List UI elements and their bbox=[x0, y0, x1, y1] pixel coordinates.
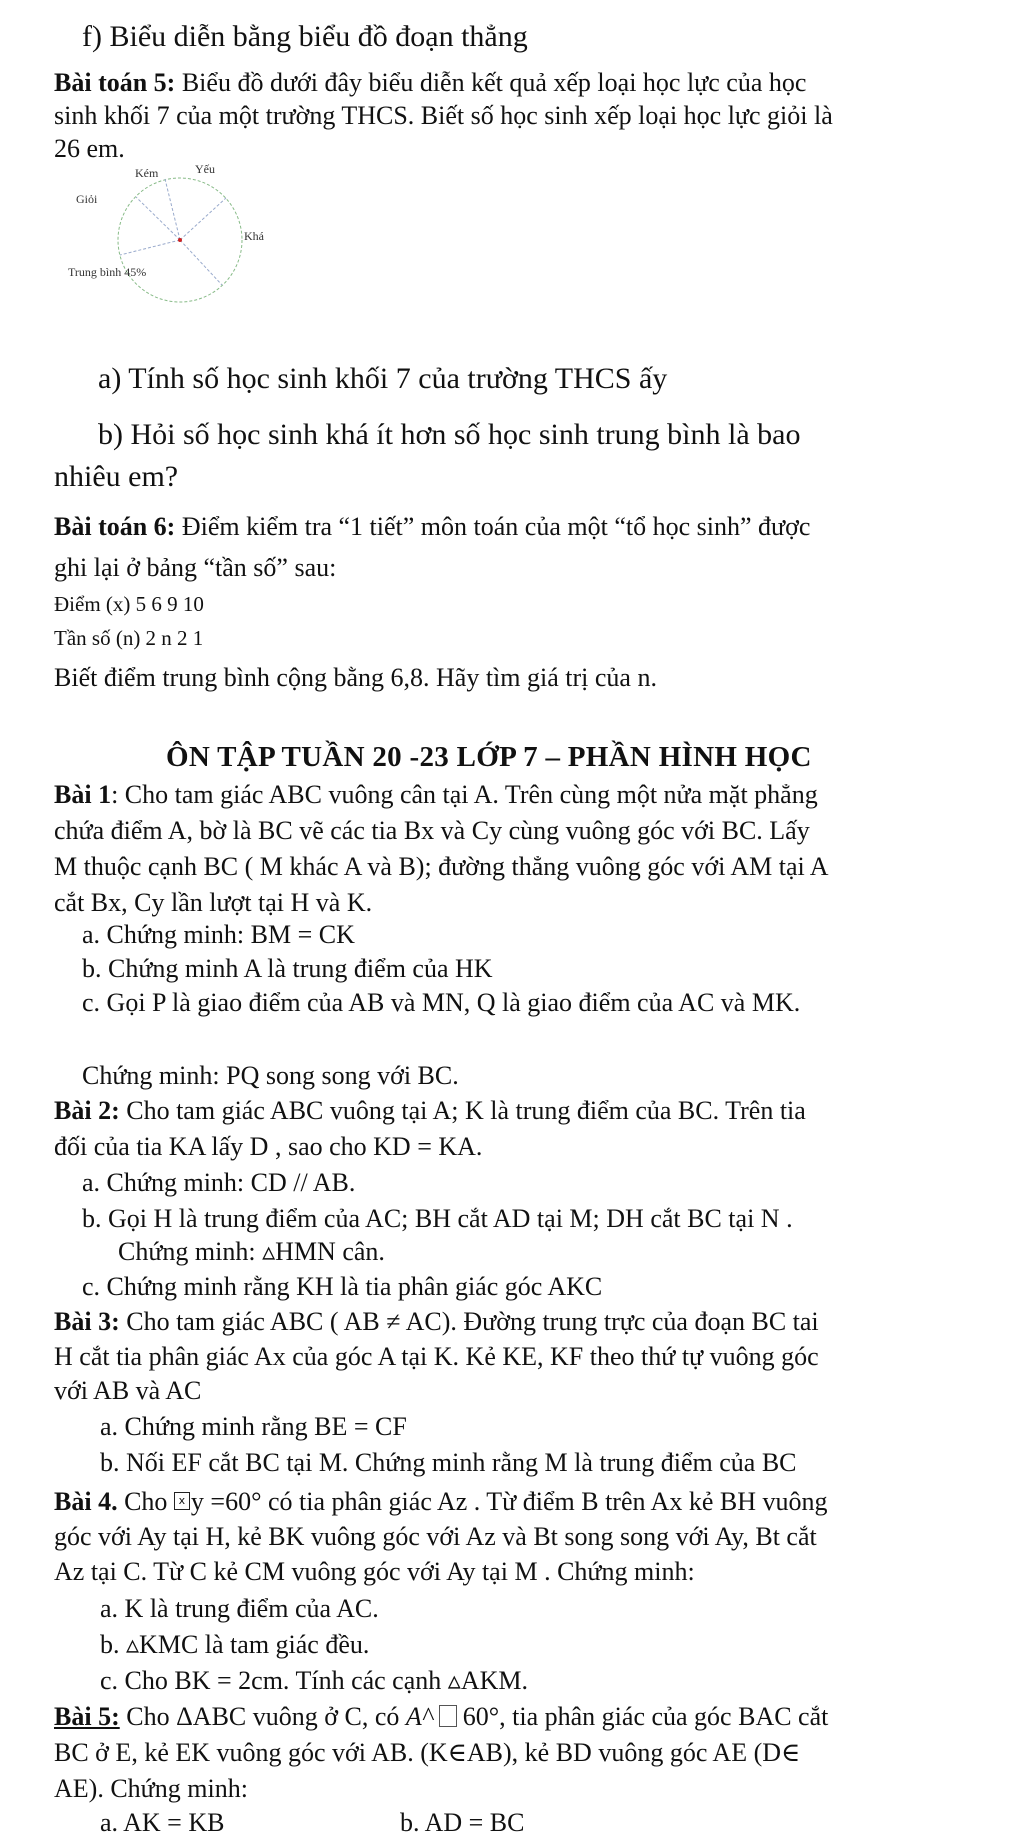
bai2-line2: đối của tia KA lấy D , sao cho KD = KA. bbox=[54, 1132, 483, 1161]
pie-divider-2 bbox=[165, 179, 180, 240]
bt5-line3: 26 em. bbox=[54, 134, 125, 163]
bai2-label: Bài 2: bbox=[54, 1096, 120, 1125]
bai4-line2: góc với Ay tại H, kẻ BK vuông góc với Az và Bt song song với Ay, Bt cắt bbox=[54, 1522, 817, 1551]
bai4-b: b. ▵KMC là tam giác đều. bbox=[100, 1630, 370, 1659]
bai2-c: c. Chứng minh rằng KH là tia phân giác góc AKC bbox=[82, 1272, 603, 1301]
bai4-angle: y =60° có tia phân giác Az . Từ điểm B trên Ax kẻ BH vuông bbox=[190, 1487, 828, 1516]
review-heading: ÔN TẬP TUẦN 20 -23 LỚP 7 – PHẦN HÌNH HỌC bbox=[166, 741, 812, 773]
bt5-text1: Biểu đồ dưới đây biểu diễn kết quả xếp loại học lực của học bbox=[175, 68, 807, 97]
bai2-a: a. Chứng minh: CD // AB. bbox=[82, 1168, 356, 1197]
bai1-c2: Chứng minh: PQ song song với BC. bbox=[82, 1061, 459, 1090]
bai1-line4: cắt Bx, Cy lần lượt tại H và K. bbox=[54, 888, 373, 917]
bai5-b: b. AD = BC bbox=[400, 1808, 525, 1837]
bai4-line1 bbox=[54, 1489, 828, 1515]
pie-chart bbox=[50, 160, 300, 330]
bai4-pre: Cho bbox=[117, 1487, 174, 1516]
bt6-line1 bbox=[54, 514, 810, 540]
pie-divider-3 bbox=[180, 198, 226, 240]
bai3-b: b. Nối EF cắt BC tại M. Chứng minh rằng M là trung điểm của BC bbox=[100, 1448, 797, 1477]
bai4-c: c. Cho BK = 2cm. Tính các cạnh ▵AKM. bbox=[100, 1666, 528, 1695]
bt5-question-a: a) Tính số học sinh khối 7 của trường THCS ấy bbox=[98, 362, 668, 395]
bt5-question-b-line2: nhiêu em? bbox=[54, 460, 179, 493]
pie-divider-4 bbox=[180, 240, 222, 285]
bai1-line2: chứa điểm A, bờ là BC vẽ các tia Bx và Cy cùng vuông góc với BC. Lấy bbox=[54, 816, 810, 845]
bt6-line3: Biết điểm trung bình cộng bằng 6,8. Hãy tìm giá trị của n. bbox=[54, 663, 657, 692]
bai1-line3: M thuộc cạnh BC ( M khác A và B); đường thẳng vuông góc với AM tại A bbox=[54, 852, 829, 881]
bai2-text1: Cho tam giác ABC vuông tại A; K là trung điểm của BC. Trên tia bbox=[119, 1096, 806, 1125]
bai2-line1 bbox=[54, 1098, 806, 1124]
bt6-line2: ghi lại ở bảng “tần số” sau: bbox=[54, 553, 337, 582]
bai3-a: a. Chứng minh rằng BE = CF bbox=[100, 1412, 407, 1441]
pie-label-kha: Khá bbox=[244, 229, 264, 243]
angle-image-icon: x bbox=[174, 1492, 190, 1510]
bai4-a: a. K là trung điểm của AC. bbox=[100, 1594, 379, 1623]
bai3-label: Bài 3: bbox=[54, 1307, 120, 1336]
bai5-line3: AE). Chứng minh: bbox=[54, 1774, 248, 1803]
bt5-line1 bbox=[54, 70, 806, 96]
bt5-question-b-line1: b) Hỏi số học sinh khá ít hơn số học sinh trung bình là bao bbox=[98, 418, 801, 451]
bai4-line3: Az tại C. Từ C kẻ CM vuông góc với Ay tại M . Chứng minh: bbox=[54, 1557, 695, 1586]
bai5-angle-a: A^ bbox=[405, 1702, 433, 1731]
bt6-row-n: Tần số (n) 2 n 2 1 bbox=[54, 626, 204, 650]
bai5-text1a: Cho ΔABC vuông ở C, có bbox=[119, 1702, 406, 1731]
bai1-line1 bbox=[54, 782, 818, 808]
bai2-b: b. Gọi H là trung điểm của AC; BH cắt AD tại M; DH cắt BC tại N . bbox=[82, 1204, 793, 1233]
bai1-a: a. Chứng minh: BM = CK bbox=[82, 920, 355, 949]
bai1-label: Bài 1 bbox=[54, 780, 112, 809]
pie-label-gioi: Giỏi bbox=[76, 192, 98, 206]
pie-divider-1 bbox=[136, 197, 180, 240]
bt5-label: Bài toán 5: bbox=[54, 68, 176, 97]
missing-glyph-icon bbox=[439, 1705, 457, 1727]
bt5-line2: sinh khối 7 của một trường THCS. Biết số học sinh xếp loại học lực giỏi là bbox=[54, 101, 833, 130]
bai5-a: a. AK = KB bbox=[100, 1808, 225, 1837]
bai5-line1 bbox=[54, 1704, 828, 1730]
bai1-c: c. Gọi P là giao điểm của AB và MN, Q là giao điểm của AC và MK. bbox=[82, 988, 801, 1017]
bai1-b: b. Chứng minh A là trung điểm của HK bbox=[82, 954, 493, 983]
pie-center bbox=[178, 238, 182, 242]
bai2-b2: Chứng minh: ▵HMN cân. bbox=[118, 1237, 385, 1266]
bai3-line1 bbox=[54, 1309, 819, 1335]
pie-divider-5 bbox=[120, 240, 180, 255]
pie-label-kem: Kém bbox=[135, 166, 159, 180]
bai5-label: Bài 5: bbox=[54, 1702, 120, 1731]
bt6-row-x: Điểm (x) 5 6 9 10 bbox=[54, 592, 204, 616]
bai3-line2: H cắt tia phân giác Ax của góc A tại K. Kẻ KE, KF theo thứ tự vuông góc bbox=[54, 1342, 819, 1371]
pie-label-yeu: Yếu bbox=[195, 162, 215, 176]
pie-label-tb: Trung bình 45% bbox=[68, 265, 147, 279]
bai3-line3: với AB và AC bbox=[54, 1376, 202, 1405]
bt6-label: Bài toán 6: bbox=[54, 512, 176, 541]
bt6-text1: Điểm kiểm tra “1 tiết” môn toán của một “tổ học sinh” được bbox=[175, 512, 811, 541]
section-f-title: f) Biểu diễn bằng biểu đồ đoạn thẳng bbox=[82, 20, 528, 53]
bai5-line2: BC ở E, kẻ EK vuông góc với AB. (K∈AB), kẻ BD vuông góc AE (D∈ bbox=[54, 1738, 801, 1767]
bai5-text1c: 60°, tia phân giác của góc BAC cắt bbox=[462, 1702, 829, 1731]
bai4-label: Bài 4. bbox=[54, 1487, 118, 1516]
bai1-text1: : Cho tam giác ABC vuông cân tại A. Trên cùng một nửa mặt phẳng bbox=[111, 780, 818, 809]
bai3-text1: Cho tam giác ABC ( AB ≠ AC). Đường trung trực của đoạn BC tai bbox=[119, 1307, 819, 1336]
